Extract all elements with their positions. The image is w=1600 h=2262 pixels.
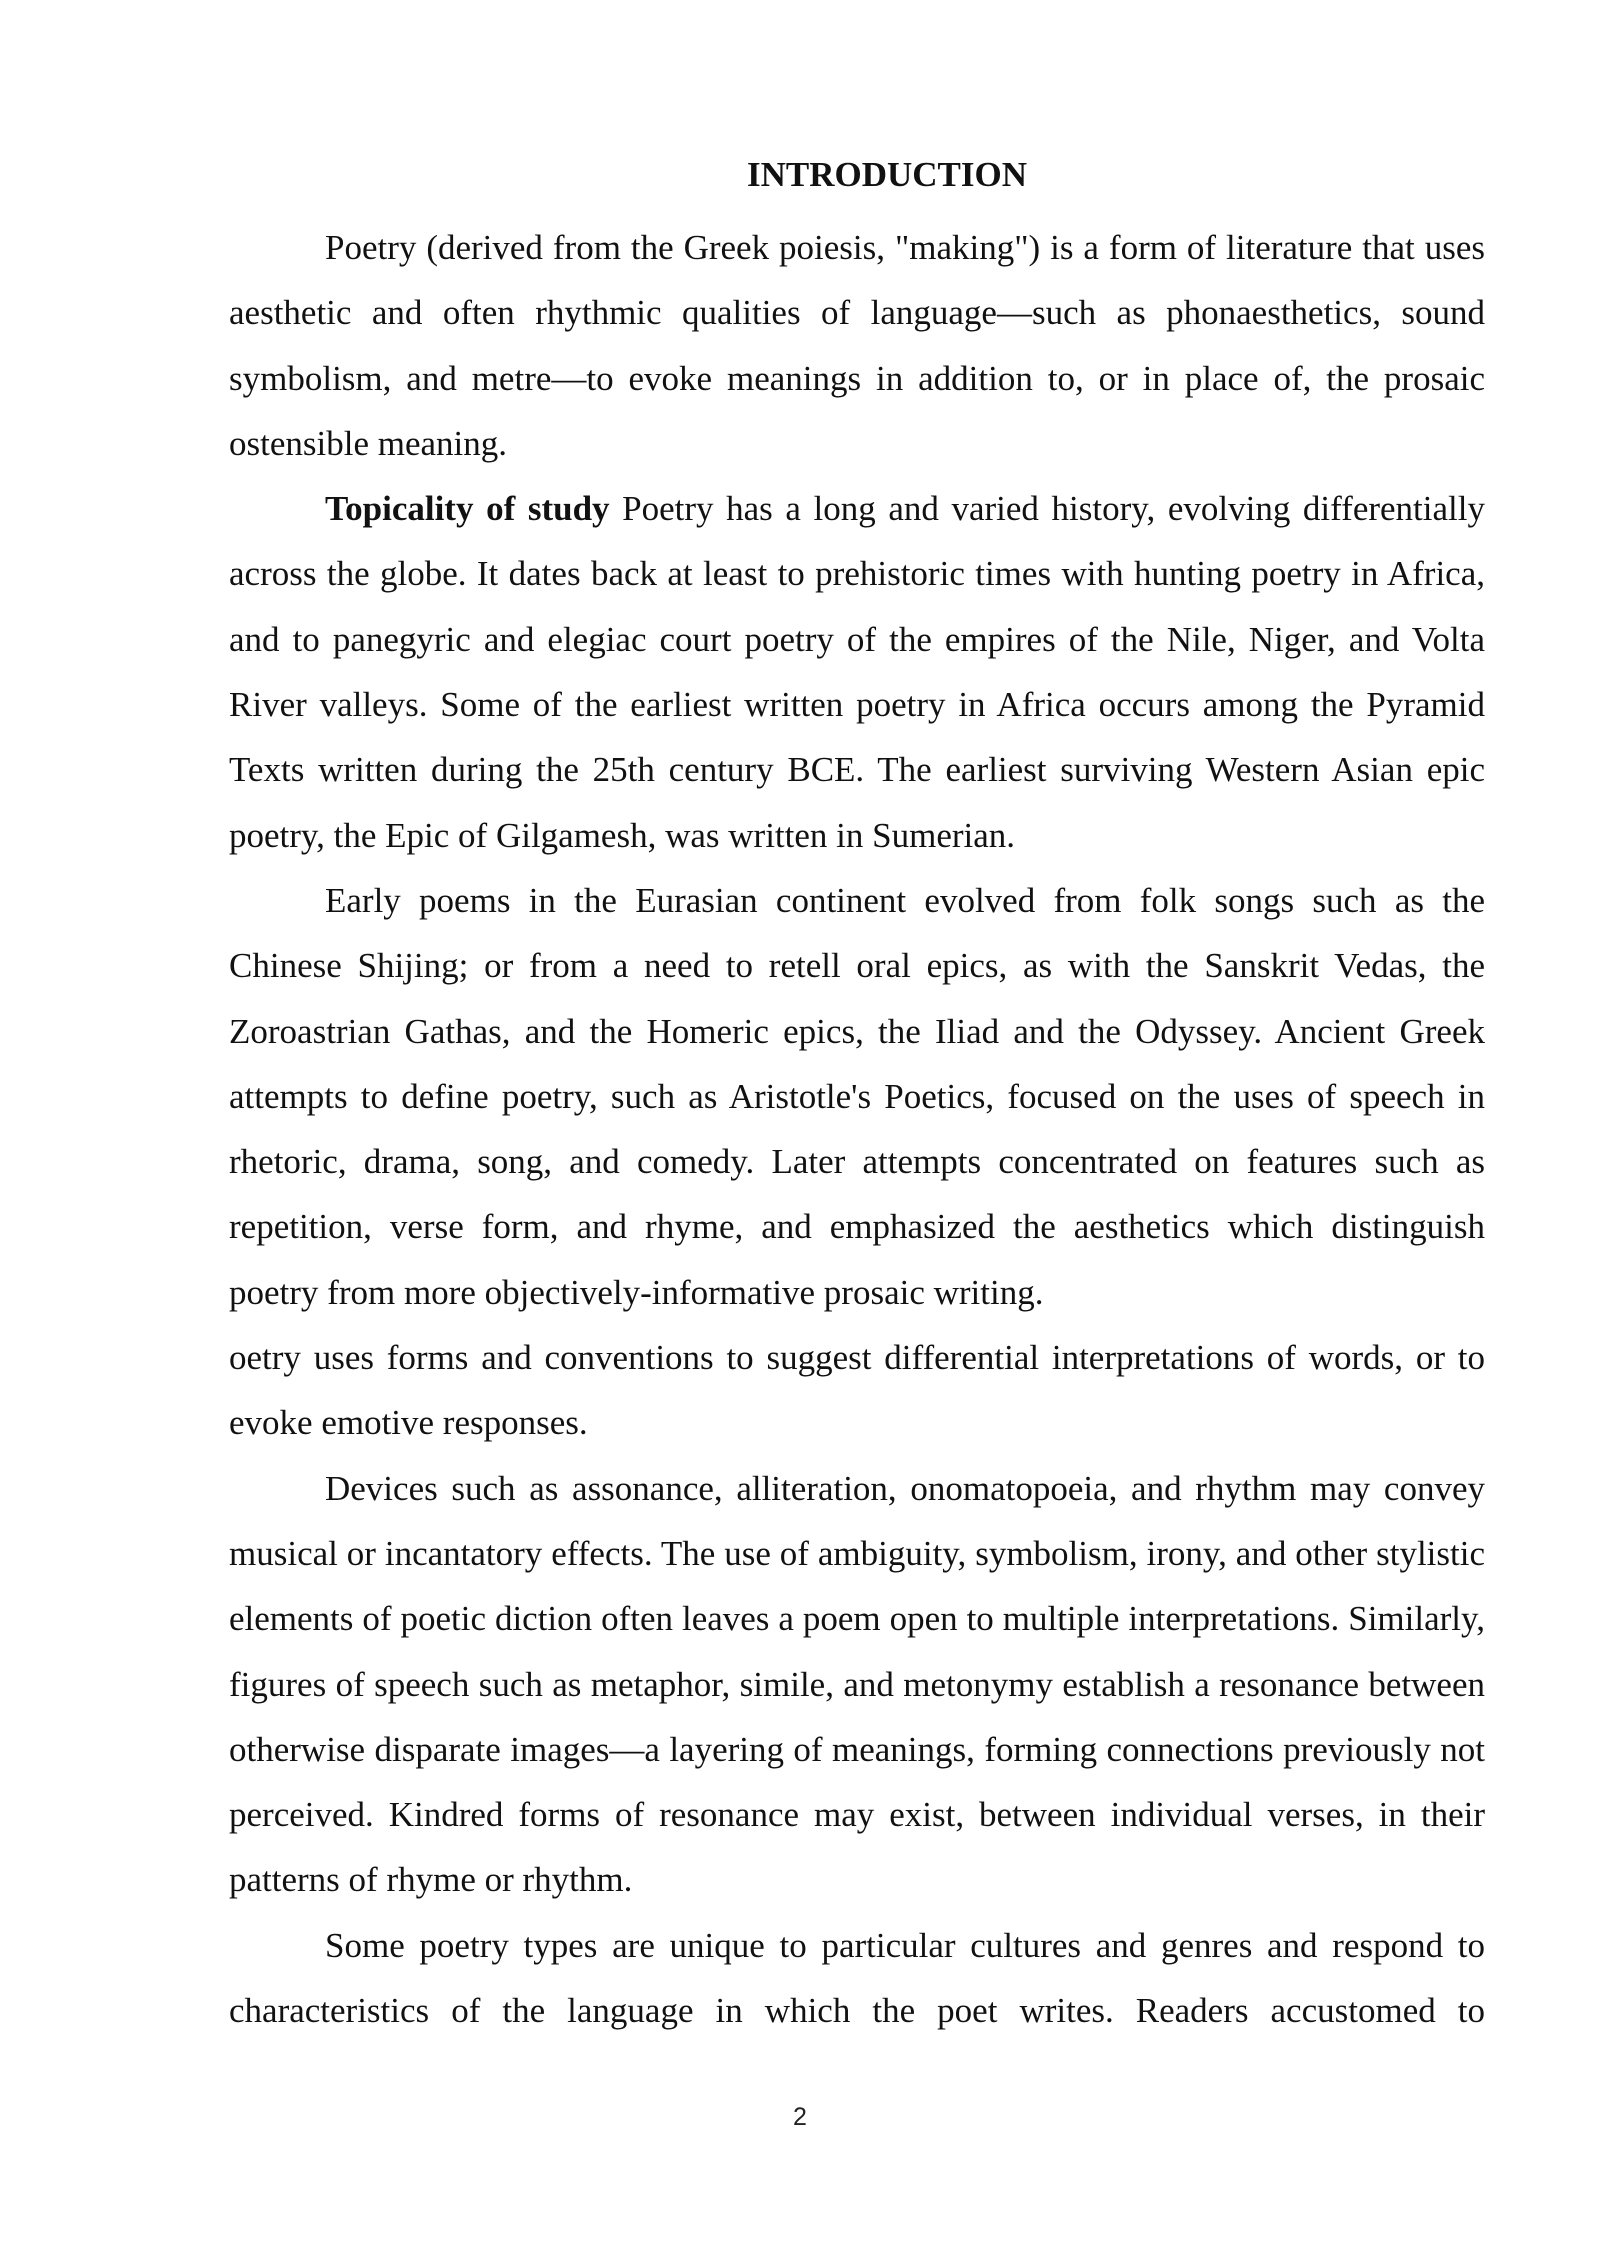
paragraph-text: Early poems in the Eurasian continent evolved from folk songs such as the Chinese Shijing; or from a need to retell oral epics, as with the Sanskrit Vedas, the Zoroastrian Gathas, and the Homeric epics, the Iliad and the Odyssey. Ancient Greek attempts to define poetry, such as Aristotle's Poetics, focused on the uses of speech in rhetoric, drama, song, and comedy. Later attempts concentrated on features such as repetition, verse form, and rhyme, and emphasized the aesthetics which distinguish poetry from more objectively-informative prosaic writing. — [229, 880, 1485, 1312]
paragraph-topicality — [229, 476, 1485, 868]
paragraph-text: Poetry has a long and varied history, evolving differentially across the globe. It dates back at least to prehistoric times with hunting poetry in Africa, and to panegyric and elegiac court poetry of the empires of the Nile, Niger, and Volta River valleys. Some of the earliest written poetry in Africa occurs among the Pyramid Texts written during the 25th century BCE. The earliest surviving Western Asian epic poetry, the Epic of Gilgamesh, was written in Sumerian. — [229, 489, 1485, 855]
page-body — [229, 150, 1485, 2043]
paragraph-devices — [229, 1456, 1485, 1913]
paragraph-poetry-types — [229, 1913, 1485, 2044]
paragraph-text: Some poetry types are unique to particular cultures and genres and respond to characteristics of the language in which the poet writes. Readers accustomed to — [229, 1925, 1485, 2031]
paragraph-early-poems — [229, 868, 1485, 1325]
paragraph-lead: Topicality of study — [325, 489, 610, 529]
paragraph-text: Devices such as assonance, alliteration, onomatopoeia, and rhythm may convey musical or incantatory effects. The use of ambiguity, symbolism, irony, and other stylistic elements of poetic diction often leaves a poem open to multiple interpretations. Similarly, figures of speech such as metaphor, simile, and metonymy establish a resonance between otherwise disparate images—a layering of meanings, forming connections previously not perceived. Kindred forms of resonance may exist, between individual verses, in their patterns of rhyme or rhythm. — [229, 1468, 1485, 1900]
paragraph-forms — [229, 1325, 1485, 1456]
page-title: INTRODUCTION — [746, 155, 1028, 194]
paragraph-text: oetry uses forms and conventions to suggest differential interpretations of words, or to evoke emotive responses. — [229, 1338, 1485, 1443]
paragraph-definition — [229, 215, 1485, 476]
page-number: 2 — [793, 2103, 807, 2131]
paragraph-text: Poetry (derived from the Greek poiesis, "making") is a form of literature that uses aesthetic and often rhythmic qualities of language—such as phonaesthetics, sound symbolism, and metre—to evoke meanings in addition to, or in place of, the prosaic ostensible meaning. — [229, 228, 1485, 463]
